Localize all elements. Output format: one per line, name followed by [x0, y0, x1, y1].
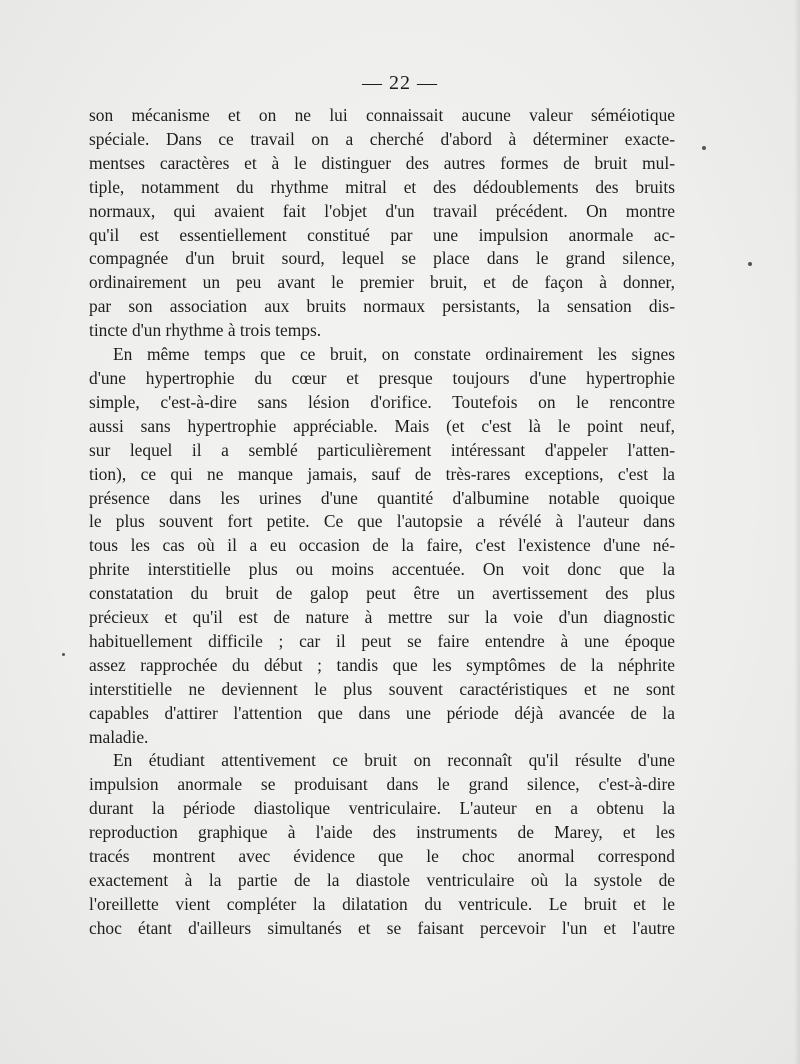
text-line: qu'il est essentiellement constitué par une impulsion anormale ac- [89, 224, 675, 245]
text-line: l'oreillette vient compléter la dilatation du ventricule. Le bruit et le [89, 893, 675, 914]
text-line: compagnée d'un bruit sourd, lequel se place dans le grand silence, [89, 248, 675, 269]
text-line: exactement à la partie de la diastole ventriculaire où la systole de [89, 870, 675, 890]
paragraph-start-line: En même temps que ce bruit, on constate ordinairement les signes [113, 344, 675, 365]
text-line: son mécanisme et on ne lui connaissait aucune valeur séméiotique [89, 105, 675, 125]
text-line: tracés montrent avec évidence que le choc anormal correspond [89, 846, 675, 867]
text-line: impulsion anormale se produisant dans le grand silence, c'est-à-dire [89, 774, 675, 795]
page-number: — 22 — [362, 72, 438, 94]
text-line: spéciale. Dans ce travail on a cherché d'abord à déterminer exacte- [89, 128, 675, 149]
ink-speck [62, 653, 65, 656]
text-line: aussi sans hypertrophie appréciable. Mais (et c'est là le point neuf, [89, 415, 675, 436]
text-line: tincte d'un rhythme à trois temps. [89, 320, 322, 341]
text-line: reproduction graphique à l'aide des instruments de Marey, et les [89, 822, 675, 843]
text-line: maladie. [89, 726, 149, 747]
page-edge-shadow [794, 0, 800, 1064]
text-line: sur lequel il a semblé particulièrement intéressant d'appeler l'atten- [89, 439, 675, 460]
text-line: normaux, qui avaient fait l'objet d'un travail précédent. On montre [89, 200, 675, 221]
text-line: mentses caractères et à le distinguer des autres formes de bruit mul- [89, 152, 675, 173]
ink-speck [702, 146, 706, 150]
paragraph-start-line: En étudiant attentivement ce bruit on reconnaît qu'il résulte d'une [113, 750, 675, 771]
text-line: précieux et qu'il est de nature à mettre sur la voie d'un diagnostic [89, 607, 675, 628]
text-line: phrite interstitielle plus ou moins accentuée. On voit donc que la [89, 559, 675, 580]
text-line: interstitielle ne deviennent le plus souvent caractéristiques et ne sont [89, 678, 675, 699]
text-line: tiple, notamment du rhythme mitral et des dédoublements des bruits [89, 176, 675, 197]
text-line: simple, c'est-à-dire sans lésion d'orifice. Toutefois on le rencontre [89, 391, 675, 412]
text-line: choc étant d'ailleurs simultanés et se faisant percevoir l'un et l'autre [89, 917, 675, 938]
text-line: assez rapprochée du début ; tandis que les symptômes de la néphrite [89, 654, 675, 675]
ink-speck [748, 262, 752, 266]
text-line: tous les cas où il a eu occasion de la faire, c'est l'existence d'une né- [89, 535, 675, 556]
body-text [89, 104, 675, 941]
text-line: tion), ce qui ne manque jamais, sauf de très-rares exceptions, c'est la [89, 463, 675, 484]
text-line: durant la période diastolique ventriculaire. L'auteur en a obtenu la [89, 798, 675, 819]
text-line: d'une hypertrophie du cœur et presque toujours d'une hypertrophie [89, 367, 675, 388]
text-line: par son association aux bruits normaux persistants, la sensation dis- [89, 296, 675, 317]
text-line: ordinairement un peu avant le premier bruit, et de façon à donner, [89, 272, 675, 293]
text-line: habituellement difficile ; car il peut se faire entendre à une époque [89, 630, 675, 651]
text-line: le plus souvent fort petite. Ce que l'autopsie a révélé à l'auteur dans [89, 511, 675, 532]
text-line: constatation du bruit de galop peut être un avertissement des plus [89, 583, 675, 604]
text-line: présence dans les urines d'une quantité d'albumine notable quoique [89, 487, 675, 508]
text-line: capables d'attirer l'attention que dans une période déjà avancée de la [89, 702, 675, 723]
